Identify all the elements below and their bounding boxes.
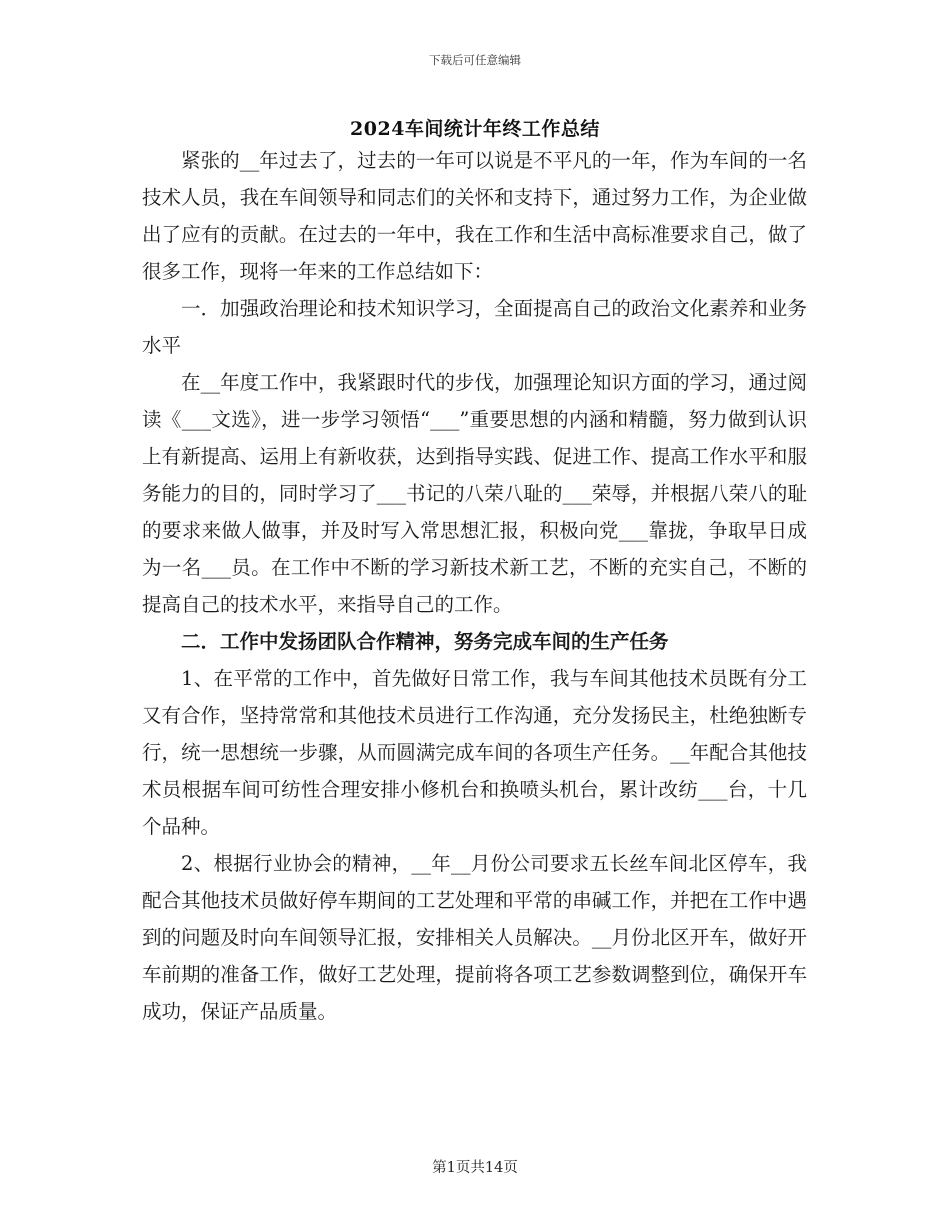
paragraph-item-1: 1、在平常的工作中，首先做好日常工作，我与车间其他技术员既有分工又有合作，坚持常常和其他技术员进行工作沟通，充分发扬民主，杜绝独断专行，统一思想统一步骤，从而圆满完成车间的各项生产任务。__年配合其他技术员根据车间可纺性合理安排小修机台和换喷头机台，累计改纺___台，十几个品种。	[142, 667, 807, 838]
section-heading-2: 二．工作中发扬团队合作精神，努务完成车间的生产任务	[181, 630, 669, 653]
document-title: 2024车间统计年终工作总结	[350, 118, 600, 140]
paragraph-item-2: 2、根据行业协会的精神，__年__月份公司要求五长丝车间北区停车，我配合其他技术员做好停车期间的工艺处理和平常的串碱工作，并把在工作中遇到的问题及时向车间领导汇报，安排相关人员解决。__月份北区开车，做好开车前期的准备工作，做好工艺处理，提前将各项工艺参数调整到位，确保开车成功，保证产品质量。	[142, 852, 807, 1023]
header-note: 下载后可任意编辑	[429, 53, 521, 67]
paragraph-section-1: 在__年度工作中，我紧跟时代的步伐，加强理论知识方面的学习，通过阅读《___文选》，进一步学习领悟“___”重要思想的内涵和精髓，努力做到认识上有新提高、运用上有新收获，达到指导实践、促进工作、提高工作水平和服务能力的目的，同时学习了___书记的八荣八耻的___荣辱，并根据八荣八的耻的要求来做人做事，并及时写入常思想汇报，积极向党___靠拢，争取早日成为一名___员。在工作中不断的学习新技术新工艺，不断的充实自己，不断的提高自己的技术水平，来指导自己的工作。	[142, 371, 807, 616]
page-indicator: 第1页共14页	[432, 1160, 518, 1176]
paragraph-intro: 紧张的__年过去了，过去的一年可以说是不平凡的一年，作为车间的一名技术人员，我在车间领导和同志们的关怀和支持下，通过努力工作，为企业做出了应有的贡献。在过去的一年中，我在工作和生活中高标准要求自己，做了很多工作，现将一年来的工作总结如下：	[142, 149, 807, 283]
document-body	[142, 142, 807, 1030]
section-heading-1: 一．加强政治理论和技术知识学习，全面提高自己的政治文化素养和业务水平	[142, 297, 807, 357]
